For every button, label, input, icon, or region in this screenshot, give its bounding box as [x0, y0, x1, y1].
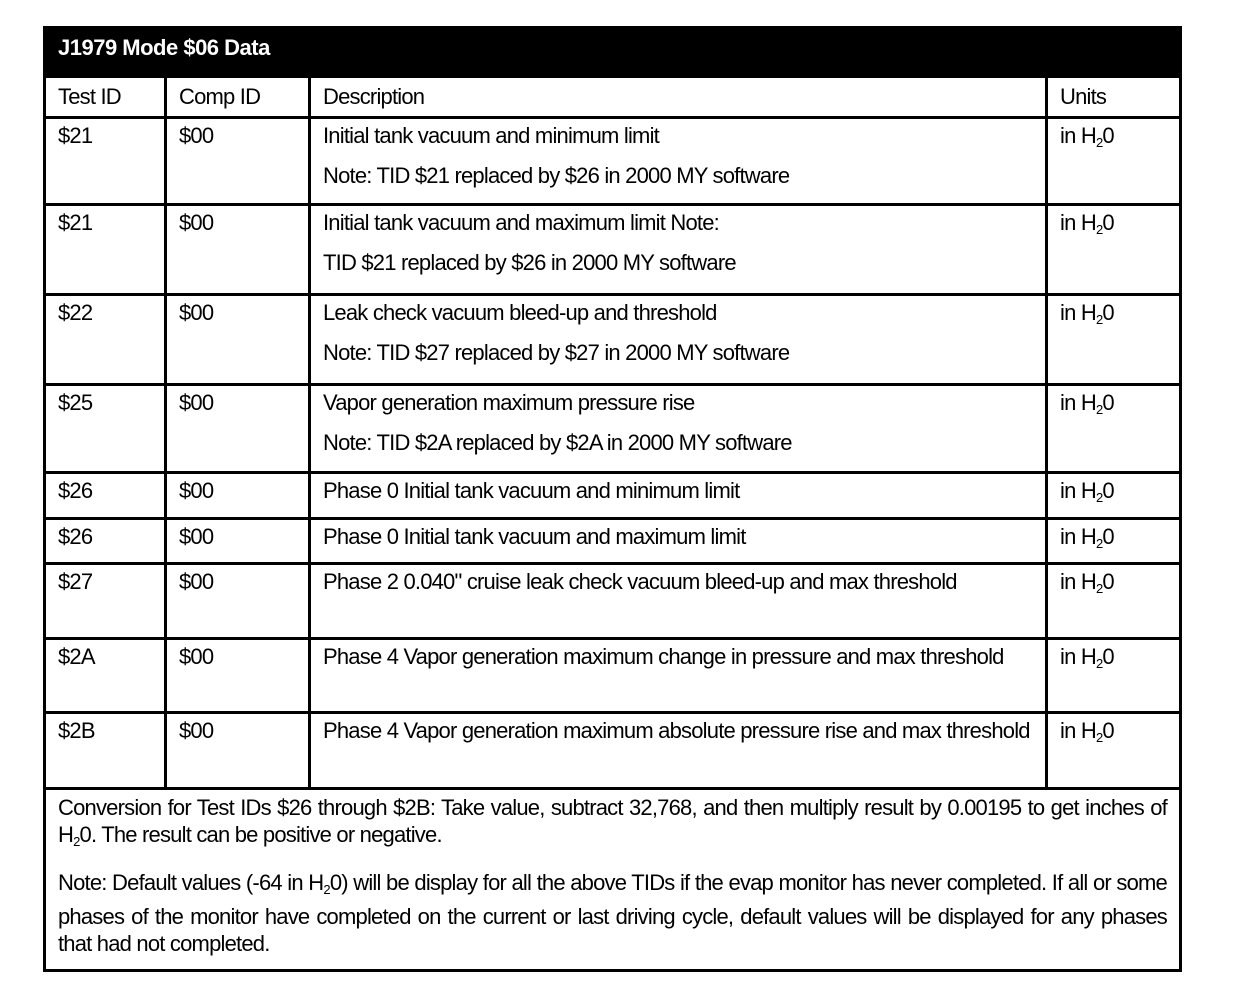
- units-text-suffix: 0: [1102, 478, 1114, 503]
- units-cell: [1048, 714, 1179, 787]
- default-note-text: Note: Default values (-64 in H: [58, 870, 324, 895]
- description-note: Note: TID $21 replaced by $26 in 2000 MY software: [323, 163, 790, 188]
- description-note: TID $21 replaced by $26 in 2000 MY software: [323, 250, 736, 275]
- table-footer: [46, 787, 1179, 969]
- description-cell: Phase 0 Initial tank vacuum and minimum limit: [311, 474, 1048, 517]
- description-note: Note: TID $2A replaced by $2A in 2000 MY software: [323, 430, 792, 455]
- units-text: in H: [1060, 390, 1096, 415]
- description-cell: Phase 0 Initial tank vacuum and maximum limit: [311, 520, 1048, 562]
- table-row: [46, 203, 1179, 293]
- header-row: [46, 75, 1179, 116]
- units-text: in H: [1060, 123, 1096, 148]
- units-cell: [1048, 640, 1179, 711]
- comp-id-cell: $00: [167, 714, 311, 787]
- test-id-cell: $22: [46, 296, 167, 383]
- conversion-text-end: 0. The result can be positive or negative.: [79, 822, 442, 847]
- units-text-suffix: 0: [1102, 644, 1114, 669]
- default-note-text-end: 0) will be display for all the above TIDs if the evap monitor has never completed. If all or some phases of the monitor have completed on the current or last driving cycle, default values will be displayed for any phases that had not completed.: [58, 870, 1167, 956]
- test-id-cell: $21: [46, 119, 167, 203]
- units-text-suffix: 0: [1102, 300, 1114, 325]
- header-description: Description: [311, 78, 1048, 116]
- units-text-suffix: 0: [1102, 718, 1114, 743]
- units-subscript: 2: [1095, 581, 1103, 596]
- units-cell: [1048, 520, 1179, 562]
- units-text: in H: [1060, 478, 1096, 503]
- conversion-note: [58, 794, 1167, 855]
- table-row: [46, 711, 1179, 787]
- default-note-subscript: 2: [323, 882, 330, 897]
- conversion-text: Conversion for Test IDs $26 through $2B: Take value, subtract 32,768, and then multiply result by 0.00195 to get inches of H: [58, 795, 1167, 847]
- units-text-suffix: 0: [1102, 123, 1114, 148]
- units-subscript: 2: [1095, 135, 1103, 150]
- description-cell: Phase 2 0.040" cruise leak check vacuum bleed-up and max threshold: [311, 565, 1048, 637]
- units-cell: [1048, 206, 1179, 293]
- description-cell: [311, 296, 1048, 383]
- units-cell: [1048, 386, 1179, 471]
- test-id-cell: $26: [46, 520, 167, 562]
- test-id-cell: $21: [46, 206, 167, 293]
- test-id-cell: $26: [46, 474, 167, 517]
- header-test-id: Test ID: [46, 78, 167, 116]
- units-text-suffix: 0: [1102, 569, 1114, 594]
- units-cell: [1048, 296, 1179, 383]
- units-cell: [1048, 565, 1179, 637]
- table-row: [46, 293, 1179, 383]
- comp-id-cell: $00: [167, 474, 311, 517]
- units-subscript: 2: [1095, 656, 1103, 671]
- units-text: in H: [1060, 300, 1096, 325]
- units-text: in H: [1060, 718, 1096, 743]
- test-id-cell: $25: [46, 386, 167, 471]
- comp-id-cell: $00: [167, 520, 311, 562]
- header-comp-id: Comp ID: [167, 78, 311, 116]
- units-cell: [1048, 474, 1179, 517]
- units-subscript: 2: [1095, 490, 1103, 505]
- default-values-note: [58, 869, 1167, 957]
- units-text: in H: [1060, 569, 1096, 594]
- mode06-table: [43, 26, 1182, 972]
- description-note: Note: TID $27 replaced by $27 in 2000 MY software: [323, 340, 790, 365]
- comp-id-cell: $00: [167, 119, 311, 203]
- table-row: [46, 562, 1179, 637]
- units-subscript: 2: [1095, 222, 1103, 237]
- description-cell: [311, 119, 1048, 203]
- units-text: in H: [1060, 644, 1096, 669]
- description-cell: [311, 386, 1048, 471]
- units-text-suffix: 0: [1102, 524, 1114, 549]
- description-text: Initial tank vacuum and maximum limit Note:: [323, 210, 719, 235]
- comp-id-cell: $00: [167, 206, 311, 293]
- units-cell: [1048, 119, 1179, 203]
- test-id-cell: $2A: [46, 640, 167, 711]
- comp-id-cell: $00: [167, 565, 311, 637]
- table-row: [46, 383, 1179, 471]
- description-cell: Phase 4 Vapor generation maximum change in pressure and max threshold: [311, 640, 1048, 711]
- comp-id-cell: $00: [167, 640, 311, 711]
- table-row: [46, 637, 1179, 711]
- units-subscript: 2: [1095, 312, 1103, 327]
- comp-id-cell: $00: [167, 386, 311, 471]
- description-text: Initial tank vacuum and minimum limit: [323, 123, 659, 148]
- table-row: [46, 517, 1179, 562]
- table-row: [46, 116, 1179, 203]
- table-row: [46, 471, 1179, 517]
- test-id-cell: $2B: [46, 714, 167, 787]
- description-cell: Phase 4 Vapor generation maximum absolute pressure rise and max threshold: [311, 714, 1048, 787]
- description-cell: [311, 206, 1048, 293]
- units-subscript: 2: [1095, 730, 1103, 745]
- units-text-suffix: 0: [1102, 390, 1114, 415]
- conversion-subscript: 2: [73, 834, 80, 849]
- description-text: Leak check vacuum bleed-up and threshold: [323, 300, 717, 325]
- units-text-suffix: 0: [1102, 210, 1114, 235]
- units-subscript: 2: [1095, 402, 1103, 417]
- header-units: Units: [1060, 84, 1107, 109]
- units-text: in H: [1060, 524, 1096, 549]
- description-text: Vapor generation maximum pressure rise: [323, 390, 695, 415]
- table-title: J1979 Mode $06 Data: [46, 29, 1179, 75]
- units-text: in H: [1060, 210, 1096, 235]
- comp-id-cell: $00: [167, 296, 311, 383]
- test-id-cell: $27: [46, 565, 167, 637]
- units-subscript: 2: [1095, 536, 1103, 551]
